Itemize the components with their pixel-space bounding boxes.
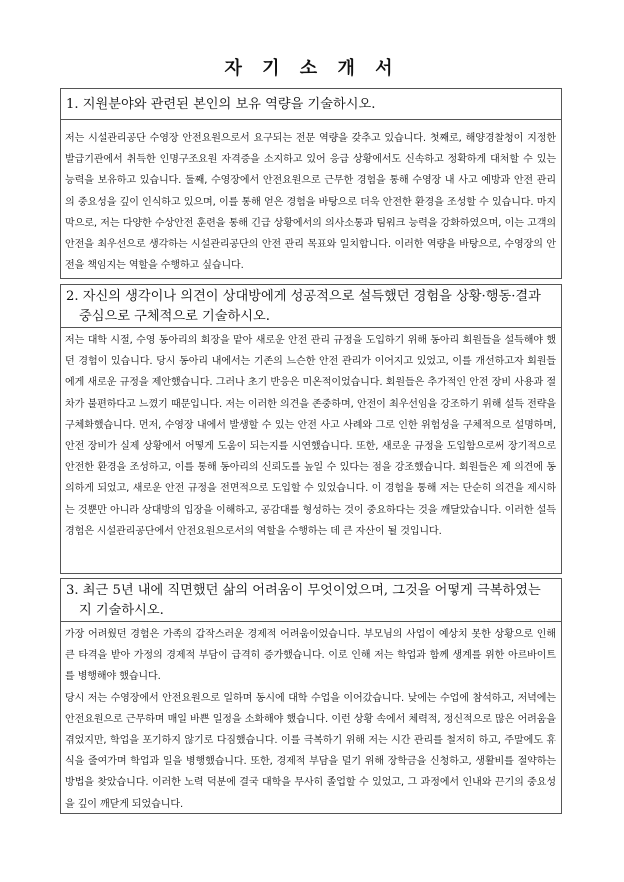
answer-3-paragraph-1: 가장 어려웠던 경험은 가족의 갑작스러운 경제적 어려움이었습니다. 부모님의 사업이 예상치 못한 상황으로 인해 큰 타격을 받아 가정의 경제적 부담이 급격히 증가했습니다. 이로 인해 저는 학업과 함께 생계를 위한 아르바이트를 병행해야 했습니다.	[65, 629, 556, 683]
question-3: 3. 최근 5년 내에 직면했던 삶의 어려움이 무엇이었으며, 그것을 어떻게 극복하였는지 기술하시오.	[60, 578, 562, 622]
question-1: 1. 지원분야와 관련된 본인의 보유 역량을 기술하시오.	[60, 88, 562, 120]
answer-1	[60, 120, 562, 279]
answer-3-paragraph-2: 당시 저는 수영장에서 안전요원으로 일하며 동시에 대학 수업을 이어갔습니다. 낮에는 수업에 참석하고, 저녁에는 안전요원으로 근무하며 매일 바쁜 일정을 소화해야 했습니다. 이런 상황 속에서 체력적, 정신적으로 많은 어려움을 겪었지만, 학업을 포기하지 않기로 다짐했습니다. 이를 극복하기 위해 저는 시간 관리를 철저히 하고, 주말에도 휴식을 줄여가며 학업과 일을 병행했습니다. 또한, 경제적 부담을 덜기 위해 장학금을 신청하고, 생활비를 절약하는 방법을 찾았습니다. 이러한 노력 덕분에 결국 대학을 무사히 졸업할 수 있었고, 그 과정에서 인내와 끈기의 중요성을 깊이 깨닫게 되었습니다.	[65, 692, 556, 810]
answer-1-paragraph-1: 저는 시설관리공단 수영장 안전요원으로서 요구되는 전문 역량을 갖추고 있습니다. 첫째로, 해양경찰청이 지정한 발급기관에서 취득한 인명구조요원 자격증을 소지하고 있어 응급 상황에서도 신속하고 정확하게 대처할 수 있는 능력을 보유하고 있습니다. 둘째, 수영장에서 안전요원으로 근무한 경험을 통해 수영장 내 사고 예방과 안전 관리의 중요성을 깊이 인식하고 있으며, 이를 통해 얻은 경험을 바탕으로 더욱 안전한 환경을 조성할 수 있습니다. 마지막으로, 저는 다양한 수상안전 훈련을 통해 긴급 상황에서의 의사소통과 팀워크 능력을 강화하였으며, 이는 고객의 안전을 최우선으로 생각하는 시설관리공단의 안전 관리 목표와 일치합니다. 이러한 역량을 바탕으로, 수영장의 안전을 책임지는 역할을 수행하고 싶습니다.	[65, 133, 556, 272]
answer-3	[60, 622, 562, 814]
answer-2-paragraph-1: 저는 대학 시절, 수영 동아리의 회장을 맡아 새로운 안전 관리 규정을 도입하기 위해 동아리 회원들을 설득해야 했던 경험이 있습니다. 당시 동아리 내에서는 기존의 느슨한 안전 관리가 이어지고 있었고, 이를 개선하고자 회원들에게 새로운 규정을 제안했습니다. 그러나 초기 반응은 미온적이었습니다. 회원들은 추가적인 안전 장비 사용과 절차가 불편하다고 느꼈기 때문입니다. 저는 이러한 의견을 존중하며, 안전이 최우선임을 강조하기 위해 설득 전략을 구체화했습니다. 먼저, 수영장 내에서 발생할 수 있는 안전 사고 사례와 그로 인한 위험성을 구체적으로 설명하며, 안전 장비가 실제 상황에서 어떻게 도움이 되는지를 시연했습니다. 또한, 새로운 규정을 도입함으로써 장기적으로 안전한 환경을 조성하고, 이를 통해 동아리의 신뢰도를 높일 수 있다는 점을 강조했습니다. 회원들은 제 의견에 동의하게 되었고, 새로운 안전 규정을 전면적으로 도입할 수 있었습니다. 이 경험을 통해 저는 단순히 의견을 제시하는 것뿐만 아니라 상대방의 입장을 이해하고, 공감대를 형성하는 것이 중요하다는 것을 깨달았습니다. 이러한 설득 경험은 시설관리공단에서 안전요원으로서의 역할을 수행하는 데 큰 자산이 될 것입니다.	[65, 335, 556, 537]
document-title: 자 기 소 개 서	[224, 58, 400, 79]
answer-2	[60, 328, 562, 574]
question-2: 2. 자신의 생각이나 의견이 상대방에게 성공적으로 설득했던 경험을 상황·행동·결과 중심으로 구체적으로 기술하시오.	[60, 284, 562, 328]
